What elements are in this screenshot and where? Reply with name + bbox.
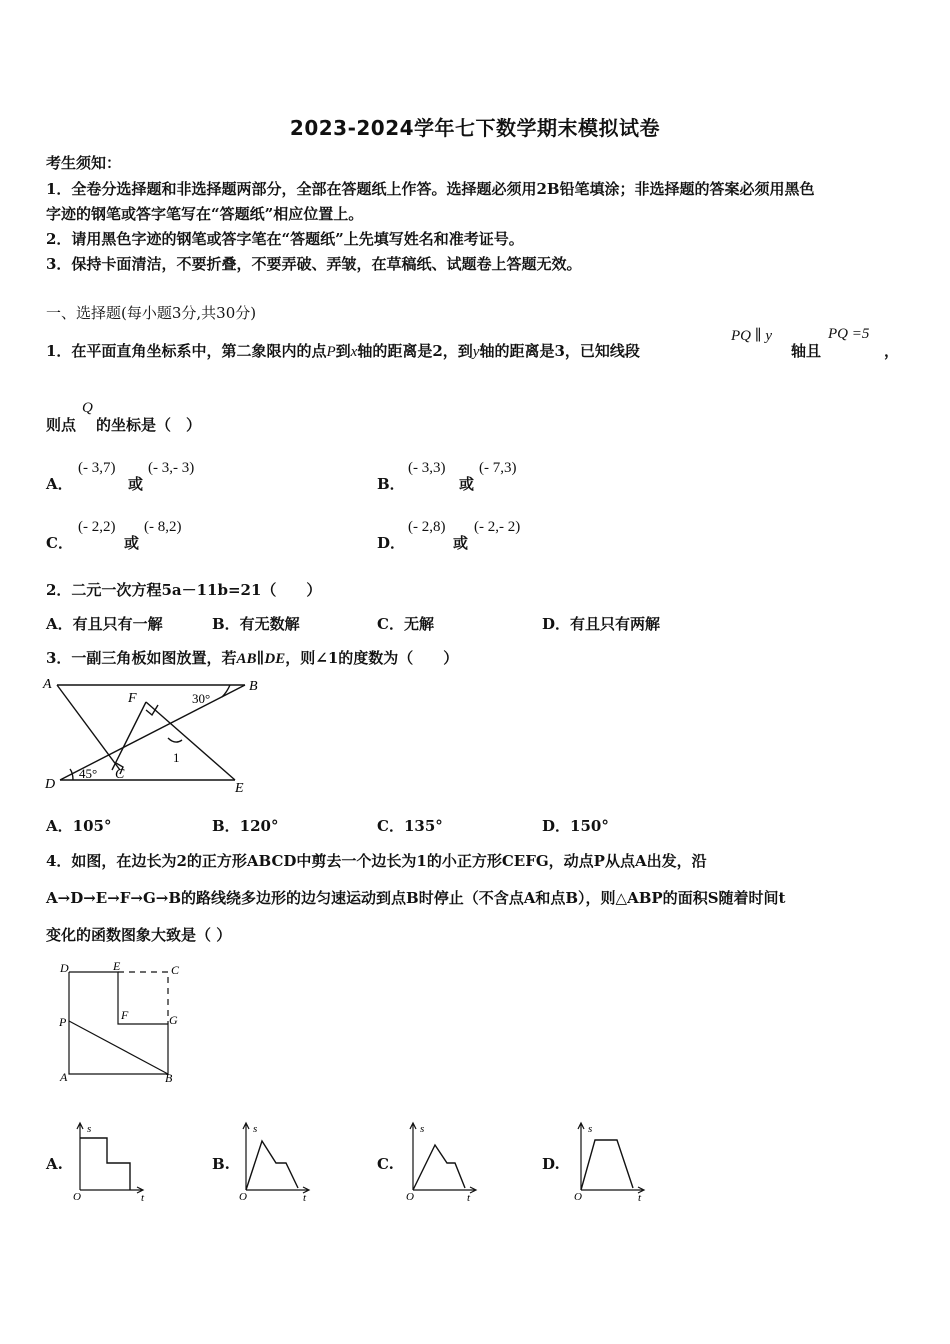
q1-option-d-or: 或 <box>453 534 469 552</box>
q1-point-q: Q <box>82 400 93 416</box>
q1-text-a: 1．在平面直角坐标系中，第二象限内的点 <box>46 342 327 360</box>
section-heading: 一、选择题(每小题3分,共30分) <box>46 304 257 322</box>
q1-line2 <box>46 414 201 435</box>
q1-text-d: 轴的距离是3，已知线段 <box>479 342 640 360</box>
q1-text-b: 到 <box>335 342 351 360</box>
question-4-line2: A→D→E→F→G→B的路线绕多边形的边匀速运动到点B时停止（不含点A和点B），则△ABP的面积S随着时间t <box>46 889 786 907</box>
q4-graph-c <box>403 1118 483 1203</box>
origin-label: O <box>574 1191 582 1203</box>
q1-text-e: 轴且 <box>791 342 822 360</box>
q3-figure <box>40 672 270 797</box>
q3-text-b: ，则∠1的度数为（ ） <box>285 649 459 667</box>
q3-condition: AB∥DE <box>236 651 286 667</box>
question-2-stem: 2．二元一次方程5a－11b=21（ ） <box>46 581 322 599</box>
q1-option-c-p1: (- 2,2) <box>78 519 116 535</box>
q1-option-b-p1: (- 3,3) <box>408 460 446 476</box>
q3-option-d: D．150° <box>542 817 609 835</box>
s-label: s <box>87 1123 92 1135</box>
notice-item-2: 2．请用黑色字迹的钢笔或答字笔在“答题纸”上先填写姓名和准考证号。 <box>46 230 524 248</box>
question-1-stem <box>46 340 640 361</box>
q4-option-a-label: A. <box>46 1155 63 1173</box>
q3-label-f: F <box>128 691 137 706</box>
q1-x: x <box>350 344 358 360</box>
q4-graph-a <box>70 1118 150 1203</box>
q1-option-a-p2: (- 3,- 3) <box>148 460 195 476</box>
graph-curve <box>581 1140 633 1190</box>
q3-label-d: D <box>45 777 56 792</box>
t-label: t <box>467 1192 471 1204</box>
q1-option-d-label: D． <box>377 534 406 552</box>
q1-point-p: P <box>326 344 336 360</box>
q4-option-d-label: D. <box>542 1155 560 1173</box>
q2-option-d: D．有且只有两解 <box>542 615 661 633</box>
q4-figure <box>55 958 195 1088</box>
segment-ac <box>57 685 120 770</box>
q1-option-d-p1: (- 2,8) <box>408 519 446 535</box>
q3-option-c: C．135° <box>377 817 443 835</box>
origin-label: O <box>406 1191 414 1203</box>
q1-condition-length: PQ =5 <box>828 326 870 342</box>
q4-graph-d <box>571 1118 651 1203</box>
q1-option-c-label: C． <box>46 534 73 552</box>
q1-option-b-label: B． <box>377 475 405 493</box>
q1-option-a-label: A． <box>46 475 73 493</box>
q4-option-c-label: C. <box>377 1155 394 1173</box>
q4-label-d: D <box>60 961 69 975</box>
t-label: t <box>141 1192 145 1204</box>
q1-condition-parallel: PQ ∥ y <box>731 328 773 344</box>
q1-option-c-p2: (- 8,2) <box>144 519 182 535</box>
q1-y: y <box>472 344 480 360</box>
q3-label-e: E <box>235 781 244 796</box>
q3-option-b: B．120° <box>212 817 279 835</box>
segment-pb <box>69 1021 168 1074</box>
q4-label-p: P <box>59 1015 67 1029</box>
q4-label-b: B <box>165 1071 173 1085</box>
q3-label-b: B <box>249 679 258 694</box>
angle-arc-1 <box>168 738 182 742</box>
s-label: s <box>420 1123 425 1135</box>
q1-text-c: 轴的距离是2，到 <box>357 342 473 360</box>
notice-item-1-cont: 字迹的钢笔或答字笔写在“答题纸”相应位置上。 <box>46 205 364 223</box>
q1-option-b-or: 或 <box>459 475 475 493</box>
s-label: s <box>588 1123 593 1135</box>
origin-label: O <box>73 1191 81 1203</box>
q4-option-b-label: B. <box>212 1155 230 1173</box>
notice-item-1: 1．全卷分选择题和非选择题两部分，全部在答题纸上作答。选择题必须用2B铅笔填涂；非选择题的答案必须用黑色 <box>46 180 815 198</box>
q4-graph-b <box>236 1118 316 1203</box>
t-label: t <box>303 1192 307 1204</box>
q1-option-c-or: 或 <box>124 534 140 552</box>
page-title: 2023-2024学年七下数学期末模拟试卷 <box>289 116 661 140</box>
question-3-stem <box>46 647 458 668</box>
question-4-line1: 4．如图，在边长为2的正方形ABCD中剪去一个边长为1的小正方形CEFG，动点P从点A出发，沿 <box>46 852 707 870</box>
q1-option-b-p2: (- 7,3) <box>479 460 517 476</box>
question-4-line3: 变化的函数图象大致是（ ） <box>46 926 232 944</box>
q1-option-a-or: 或 <box>128 475 144 493</box>
graph-curve <box>246 1141 298 1190</box>
graph-curve <box>413 1145 465 1190</box>
q2-option-c: C．无解 <box>377 615 434 633</box>
q3-label-c: C <box>115 767 125 782</box>
q4-label-c: C <box>171 963 180 977</box>
q4-label-e: E <box>113 959 121 973</box>
notice-item-3: 3．保持卡面清洁，不要折叠，不要弄破、弄皱，在草稿纸、试题卷上答题无效。 <box>46 255 582 273</box>
q1-comma: ， <box>884 342 900 360</box>
q2-option-a: A．有且只有一解 <box>46 615 163 633</box>
q4-label-a: A <box>60 1070 68 1084</box>
graph-curve <box>80 1138 130 1190</box>
q3-angle-45: 45° <box>79 766 98 781</box>
q3-text-a: 3．一副三角板如图放置，若 <box>46 649 237 667</box>
q1-option-d-p2: (- 2,- 2) <box>474 519 521 535</box>
q2-option-b: B．有无数解 <box>212 615 300 633</box>
q3-angle-30: 30° <box>192 691 211 706</box>
notice-heading: 考生须知： <box>46 154 122 172</box>
q3-option-a: A．105° <box>46 817 112 835</box>
q3-label-a: A <box>43 677 52 692</box>
origin-label: O <box>239 1191 247 1203</box>
segment-fc <box>112 702 146 770</box>
q1-option-a-p1: (- 3,7) <box>78 460 116 476</box>
q4-label-f: F <box>121 1008 129 1022</box>
polygon-adefgb <box>69 972 168 1074</box>
t-label: t <box>638 1192 642 1204</box>
q1-line2-b: 的坐标是（ ） <box>96 416 202 434</box>
q1-line2-a: 则点 <box>46 416 77 434</box>
q3-angle-1: 1 <box>173 750 180 765</box>
s-label: s <box>253 1123 258 1135</box>
q4-label-g: G <box>169 1013 178 1027</box>
